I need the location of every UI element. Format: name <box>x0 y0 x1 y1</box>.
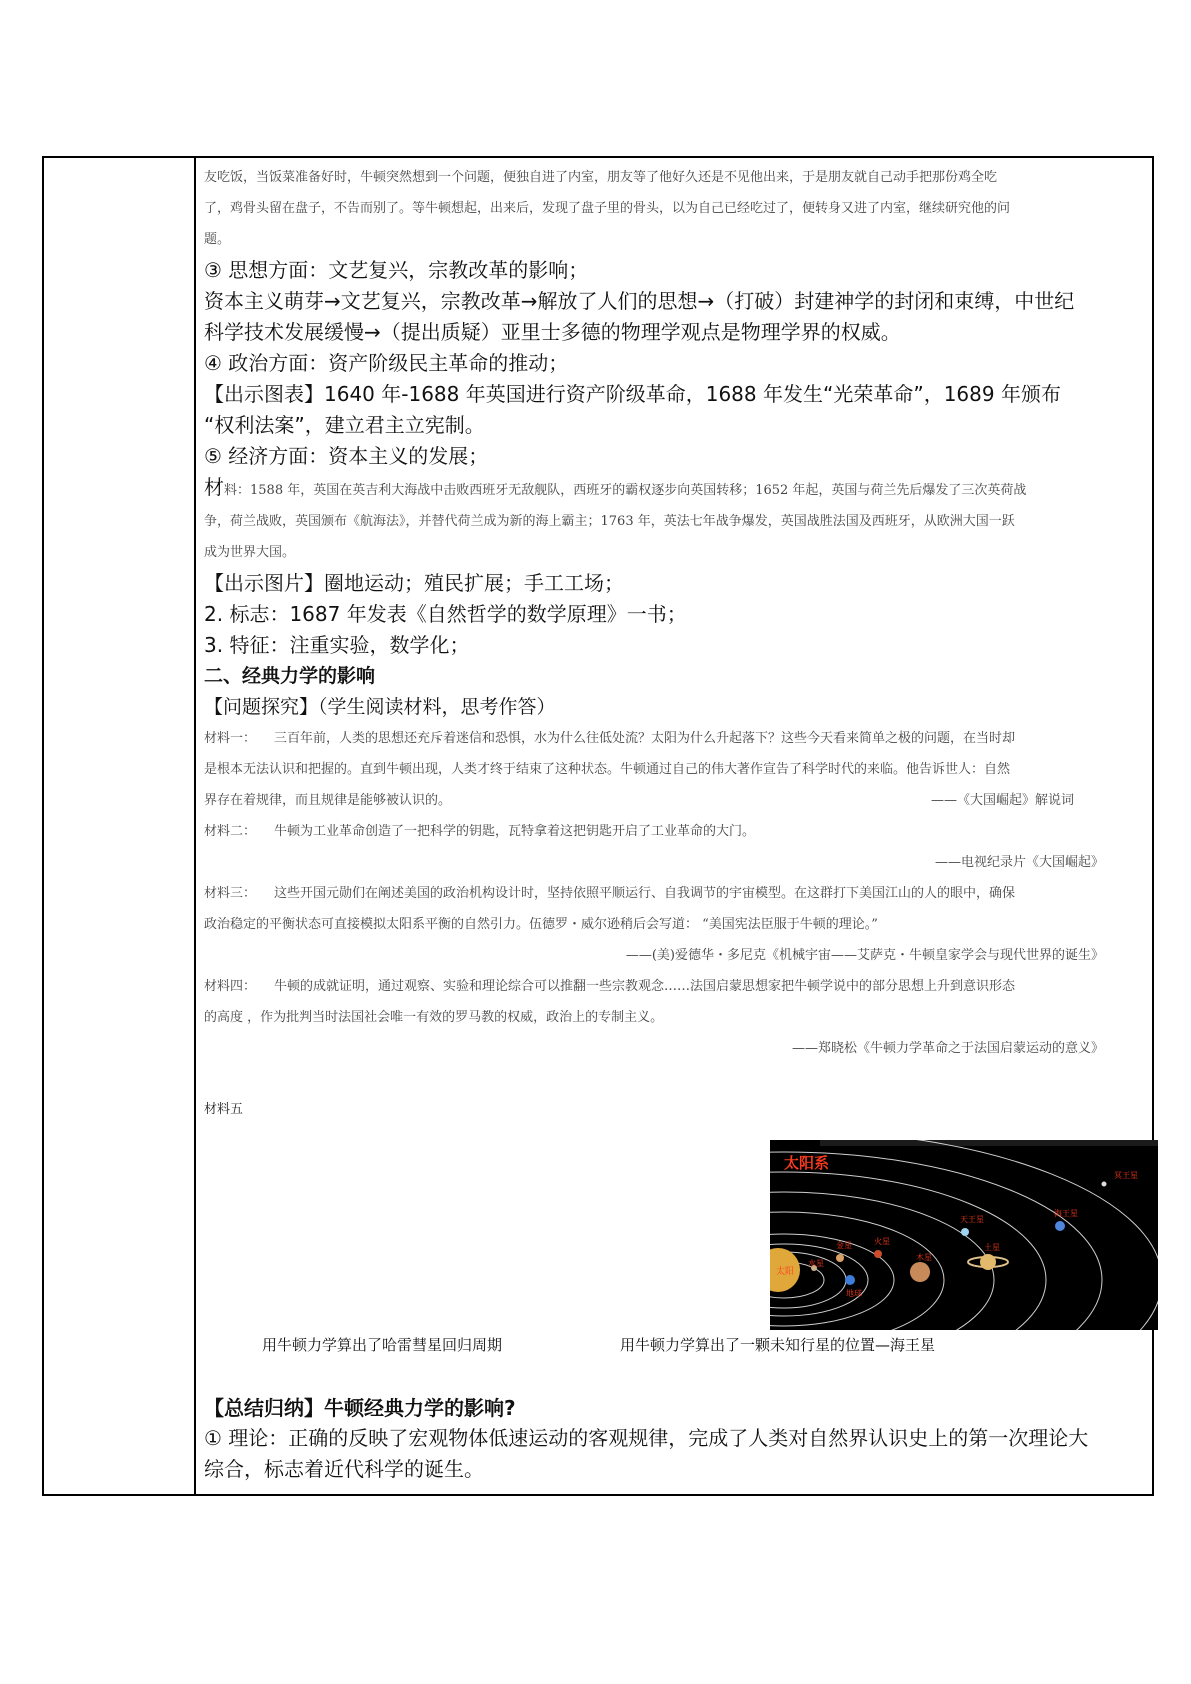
politics-line-2: “权利法案”，建立君主立宪制。 <box>204 413 485 437</box>
mars-icon <box>874 1250 882 1258</box>
summary-line-1: ① 理论：正确的反映了宏观物体低速运动的客观规律，完成了人类对自然界认识史上的第一次理论大 <box>204 1426 1089 1450</box>
label-uranus: 天王星 <box>960 1215 984 1224</box>
material-2-label: 材料二： <box>204 824 257 839</box>
earth-icon <box>845 1275 855 1285</box>
material-1-source: ——《大国崛起》解说词 <box>930 793 1074 808</box>
venus-icon <box>836 1254 844 1262</box>
summary-line-2: 综合，标志着近代科学的诞生。 <box>204 1457 484 1481</box>
economy-text-1: 料：1588 年，英国在英吉利大海战中击败西班牙无敌舰队，西班牙的霸权逐步向英国转移；1652 年起，英国与荷兰先后爆发了三次英荷战 <box>224 483 1027 498</box>
economy-line-1 <box>204 472 1144 506</box>
summary-heading: 【总结归纳】牛顿经典力学的影响? <box>204 1396 516 1420</box>
material-2-text-1: 牛顿为工业革命创造了一把科学的钥匙，瓦特拿着这把钥匙开启了工业革命的大门。 <box>274 824 756 839</box>
material-1-line-3 <box>204 785 1144 816</box>
neptune-icon <box>1055 1221 1065 1231</box>
material-3-text-1: 这些开国元勋们在阐述美国的政治机构设计时，坚持依照平顺运行、自我调节的宇宙模型。在这群打下美国江山的人的眼中，确保 <box>274 886 1016 901</box>
section-two-heading: 二、经典力学的影响 <box>204 665 376 687</box>
material-1-text-3: 界存在着规律，而且规律是能够被认识的。 <box>204 793 452 808</box>
material-3-label: 材料三： <box>204 886 257 901</box>
label-sun: 太阳 <box>776 1267 795 1277</box>
material-2-line-1 <box>204 816 1144 847</box>
thought-line-1: 资本主义萌芽→文艺复兴，宗教改革→解放了人们的思想→（打破）封建神学的封闭和束缚，中世纪 <box>204 289 1075 313</box>
material-4-line-2: 的高度 ，作为批判当时法国社会唯一有效的罗马教的权威，政治上的专制主义。 <box>204 1010 664 1025</box>
column-divider <box>194 158 196 1494</box>
material-2-source: ——电视纪录片《大国崛起》 <box>934 855 1104 870</box>
material-3-line-2: 政治稳定的平衡状态可直接模拟太阳系平衡的自然引力。伍德罗・威尔逊稍后会写道： “美国宪法臣服于牛顿的理论。” <box>204 917 878 932</box>
inquiry-line: 【问题探究】（学生阅读材料，思考作答） <box>204 696 556 718</box>
material-1-line-2: 是根本无法认识和把握的。直到牛顿出现，人类才终于结束了这种状态。牛顿通过自己的伟大著作宣告了科学时代的来临。他告诉世人：自然 <box>204 762 1011 777</box>
material-3-source: ——(美)爱德华・多尼克《机械宇宙——艾萨克・牛顿皇家学会与现代世界的诞生》 <box>625 948 1104 963</box>
material-4-line-1 <box>204 971 1144 1002</box>
jupiter-icon <box>910 1262 930 1282</box>
pluto-icon <box>1102 1182 1107 1187</box>
material-3-line-1 <box>204 878 1144 909</box>
politics-title: ④ 政治方面：资产阶级民主革命的推动； <box>204 351 569 375</box>
material-1-label: 材料一： <box>204 731 257 746</box>
material-4-text-1: 牛顿的成就证明，通过观察、实验和理论综合可以推翻一些宗教观念……法国启蒙思想家把牛顿学说中的部分思想上升到意识形态 <box>274 979 1016 994</box>
economy-lead: 材 <box>204 475 224 499</box>
economy-title: ⑤ 经济方面：资本主义的发展； <box>204 444 489 468</box>
economy-line-3: 成为世界大国。 <box>204 545 296 560</box>
label-saturn: 土星 <box>984 1243 1000 1252</box>
caption-neptune: 用牛顿力学算出了一颗未知行星的位置—海王星 <box>620 1336 936 1354</box>
label-neptune: 海王星 <box>1054 1209 1078 1218</box>
sign-line: 2. 标志：1687 年发表《自然哲学的数学原理》一书； <box>204 602 687 626</box>
summary-paragraph <box>204 1423 1124 1485</box>
thought-title: ③ 思想方面：文艺复兴，宗教改革的影响； <box>204 258 589 282</box>
label-venus: 金星 <box>836 1241 852 1250</box>
solar-title: 太阳系 <box>784 1154 830 1172</box>
material-5-label: 材料五 <box>204 1102 244 1117</box>
label-jupiter: 木星 <box>916 1253 932 1262</box>
solar-system-image <box>770 1140 1158 1330</box>
uranus-icon <box>961 1228 969 1236</box>
thought-line-2: 科学技术发展缓慢→（提出质疑）亚里士多德的物理学观点是物理学界的权威。 <box>204 320 901 344</box>
caption-halley: 用牛顿力学算出了哈雷彗星回归周期 <box>262 1336 503 1354</box>
story-line-3: 题。 <box>204 232 231 247</box>
material-1-text-1: 三百年前，人类的思想还充斥着迷信和恐惧，水为什么往低处流？太阳为什么升起落下？这些今天看来简单之极的问题，在当时却 <box>274 731 1016 746</box>
content-column <box>204 162 1144 1064</box>
material-4-source: ——郑晓松《牛顿力学革命之于法国启蒙运动的意义》 <box>791 1041 1104 1056</box>
story-line-2: 了，鸡骨头留在盘子，不告而别了。等牛顿想起，出来后，发现了盘子里的骨头，以为自己已经吃过了，便转身又进了内室，继续研究他的问 <box>204 201 1011 216</box>
label-mars: 火星 <box>874 1237 890 1246</box>
label-earth: 地球 <box>846 1289 862 1298</box>
story-line-1: 友吃饭，当饭菜准备好时，牛顿突然想到一个问题，便独自进了内室，朋友等了他好久还是不见他出来，于是朋友就自己动手把那份鸡全吃 <box>204 170 998 185</box>
feature-line: 3. 特征：注重实验，数学化； <box>204 633 470 657</box>
label-pluto: 冥王星 <box>1114 1171 1138 1180</box>
politics-line-1: 【出示图表】1640 年-1688 年英国进行资产阶级革命，1688 年发生“光荣革命”，1689 年颁布 <box>204 382 1061 406</box>
material-1-line-1 <box>204 723 1144 754</box>
economy-line-2: 争，荷兰战败，英国颁布《航海法》，并替代荷兰成为新的海上霸主；1763 年，英法七年战争爆发，英国战胜法国及西班牙，从欧洲大国一跃 <box>204 514 1015 529</box>
material-4-label: 材料四： <box>204 979 257 994</box>
pictures-line: 【出示图片】圈地运动；殖民扩展；手工工场； <box>204 571 624 595</box>
saturn-icon <box>980 1254 996 1270</box>
label-mercury: 水星 <box>808 1259 824 1268</box>
